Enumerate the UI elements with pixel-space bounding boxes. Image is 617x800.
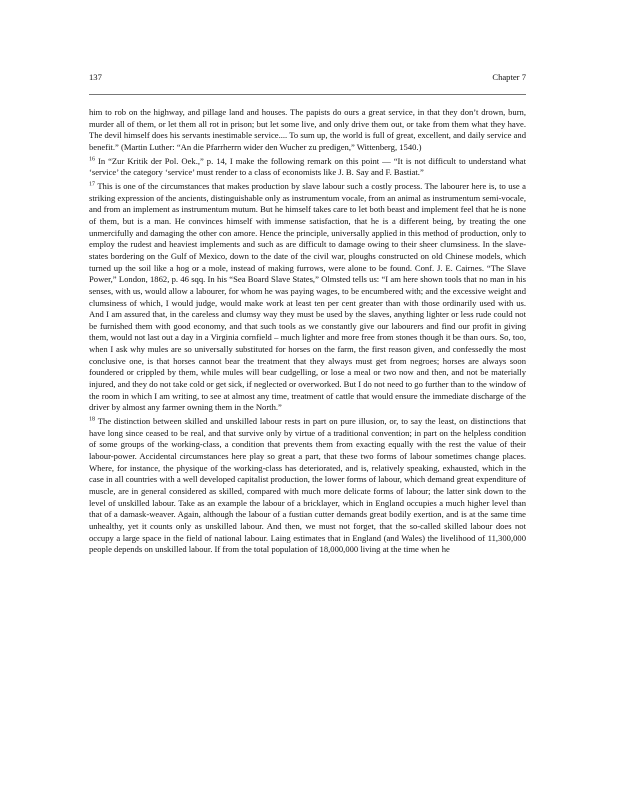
footnote-text: The distinction between skilled and unskilled labour rests in part on pure illusion, or, to say the least, on distinctions that have long since ceased to be real, and that survive only by virtue of a traditional convention; in part on the helpless condition of some groups of the working-class, a condition that prevents them from exacting equally with the rest the value of their labour-power. Accidental circumstances here play so great a part, that these two forms of labour sometimes change places. Where, for instance, the physique of the working-class has deteriorated, and is, relatively speaking, exhausted, which in the case in all countries with a well developed capitalist production, the lower forms of labour, which demand great expenditure of muscle, are in general considered as skilled, compared with much more delicate forms of labour; the latter sink down to the level of unskilled labour. Take as an example the labour of a bricklayer, which in England occupies a much higher level than that of a damask-weaver. Again, although the labour of a fustian cutter demands great bodily exertion, and is at the same time unhealthy, yet it counts only as unskilled labour. And then, we must not forget, that the so-called skilled labour does not occupy a large space in the field of national labour. Laing estimates that in England (and Wales) the livelihood of 11,300,000 people depends on unskilled labour. If from the total population of 18,000,000 living at the time when he xyxy=(89,416,526,555)
footnote-text: In “Zur Kritik der Pol. Oek.,” p. 14, I make the following remark on this point — “It is not difficult to understand what ‘service’ the category ‘service’ must render to a class of economists like J. B. Say and F. Bastiat.” xyxy=(89,155,526,178)
header-rule xyxy=(89,94,526,95)
footnote-17 xyxy=(89,181,526,414)
footnote-number: 17 xyxy=(89,181,95,188)
running-header xyxy=(89,72,526,83)
chapter-title: Chapter 7 xyxy=(492,72,526,82)
footnotes-body xyxy=(89,107,526,557)
page-number: 137 xyxy=(89,72,102,82)
footnote-text: This is one of the circumstances that makes production by slave labour such a costly process. The labourer here is, to use a striking expression of the ancients, distinguishable only as instrumentum vocale, from an animal as instrumentum semi-vocale, and from an implement as instrumentum mutum. But he himself takes care to let both beast and implement feel that he is none of them, but is a man. He convinces himself with immense satisfaction, that he is a different being, by treating the one unmercifully and damaging the other con amore. Hence the principle, universally applied in this method of production, only to employ the rudest and heaviest implements and such as are difficult to damage owing to their sheer clumsiness. In the slave-states bordering on the Gulf of Mexico, down to the date of the civil war, ploughs constructed on old Chinese models, which turned up the soil like a hog or a mole, instead of making furrows, were alone to be found. Conf. J. E. Cairnes. “The Slave Power,” London, 1862, p. 46 sqq. In his “Sea Board Slave States,” Olmsted tells us: “I am here shown tools that no man in his senses, with us, would allow a labourer, for whom he was paying wages, to be encumbered with; and the excessive weight and clumsiness of which, I would judge, would make work at least ten per cent greater than with those ordinarily used with us. And I am assured that, in the careless and clumsy way they must be used by the slaves, anything lighter or less rude could not be furnished them with good economy, and that such tools as we constantly give our labourers and find our profit in giving them, would not last out a day in a Virginia cornfield – much lighter and more free from stones though it be than ours. So, too, when I ask why mules are so universally substituted for horses on the farm, the first reason given, and confessedly the most conclusive one, is that horses cannot bear the treatment that they always must get from negroes; horses are always soon foundered or crippled by them, while mules will bear cudgelling, or lose a meal or two now and then, and not be materially injured, and they do not take cold or get sick, if neglected or overworked. But I do not need to go further than to the window of the room in which I am writing, to see at almost any time, treatment of cattle that would ensure the immediate discharge of the driver by almost any farmer owning them in the North.” xyxy=(89,180,526,413)
footnote-16 xyxy=(89,156,526,179)
footnote-18 xyxy=(89,416,526,556)
footnote-number: 16 xyxy=(89,156,95,163)
footnote-continuation: him to rob on the highway, and pillage land and houses. The papists do ours a great service, in that they don’t drown, burn, murder all of them, or let them all rot in prison; but let some live, and only drive them out, or take from them what they have. The devil himself does his servants inestimable service.... To sum up, the world is full of great, excellent, and daily service and benefit.” (Martin Luther: “An die Pfarrherrn wider den Wucher zu predigen,” Wittenberg, 1540.) xyxy=(89,107,526,152)
footnote-number: 18 xyxy=(89,416,95,423)
